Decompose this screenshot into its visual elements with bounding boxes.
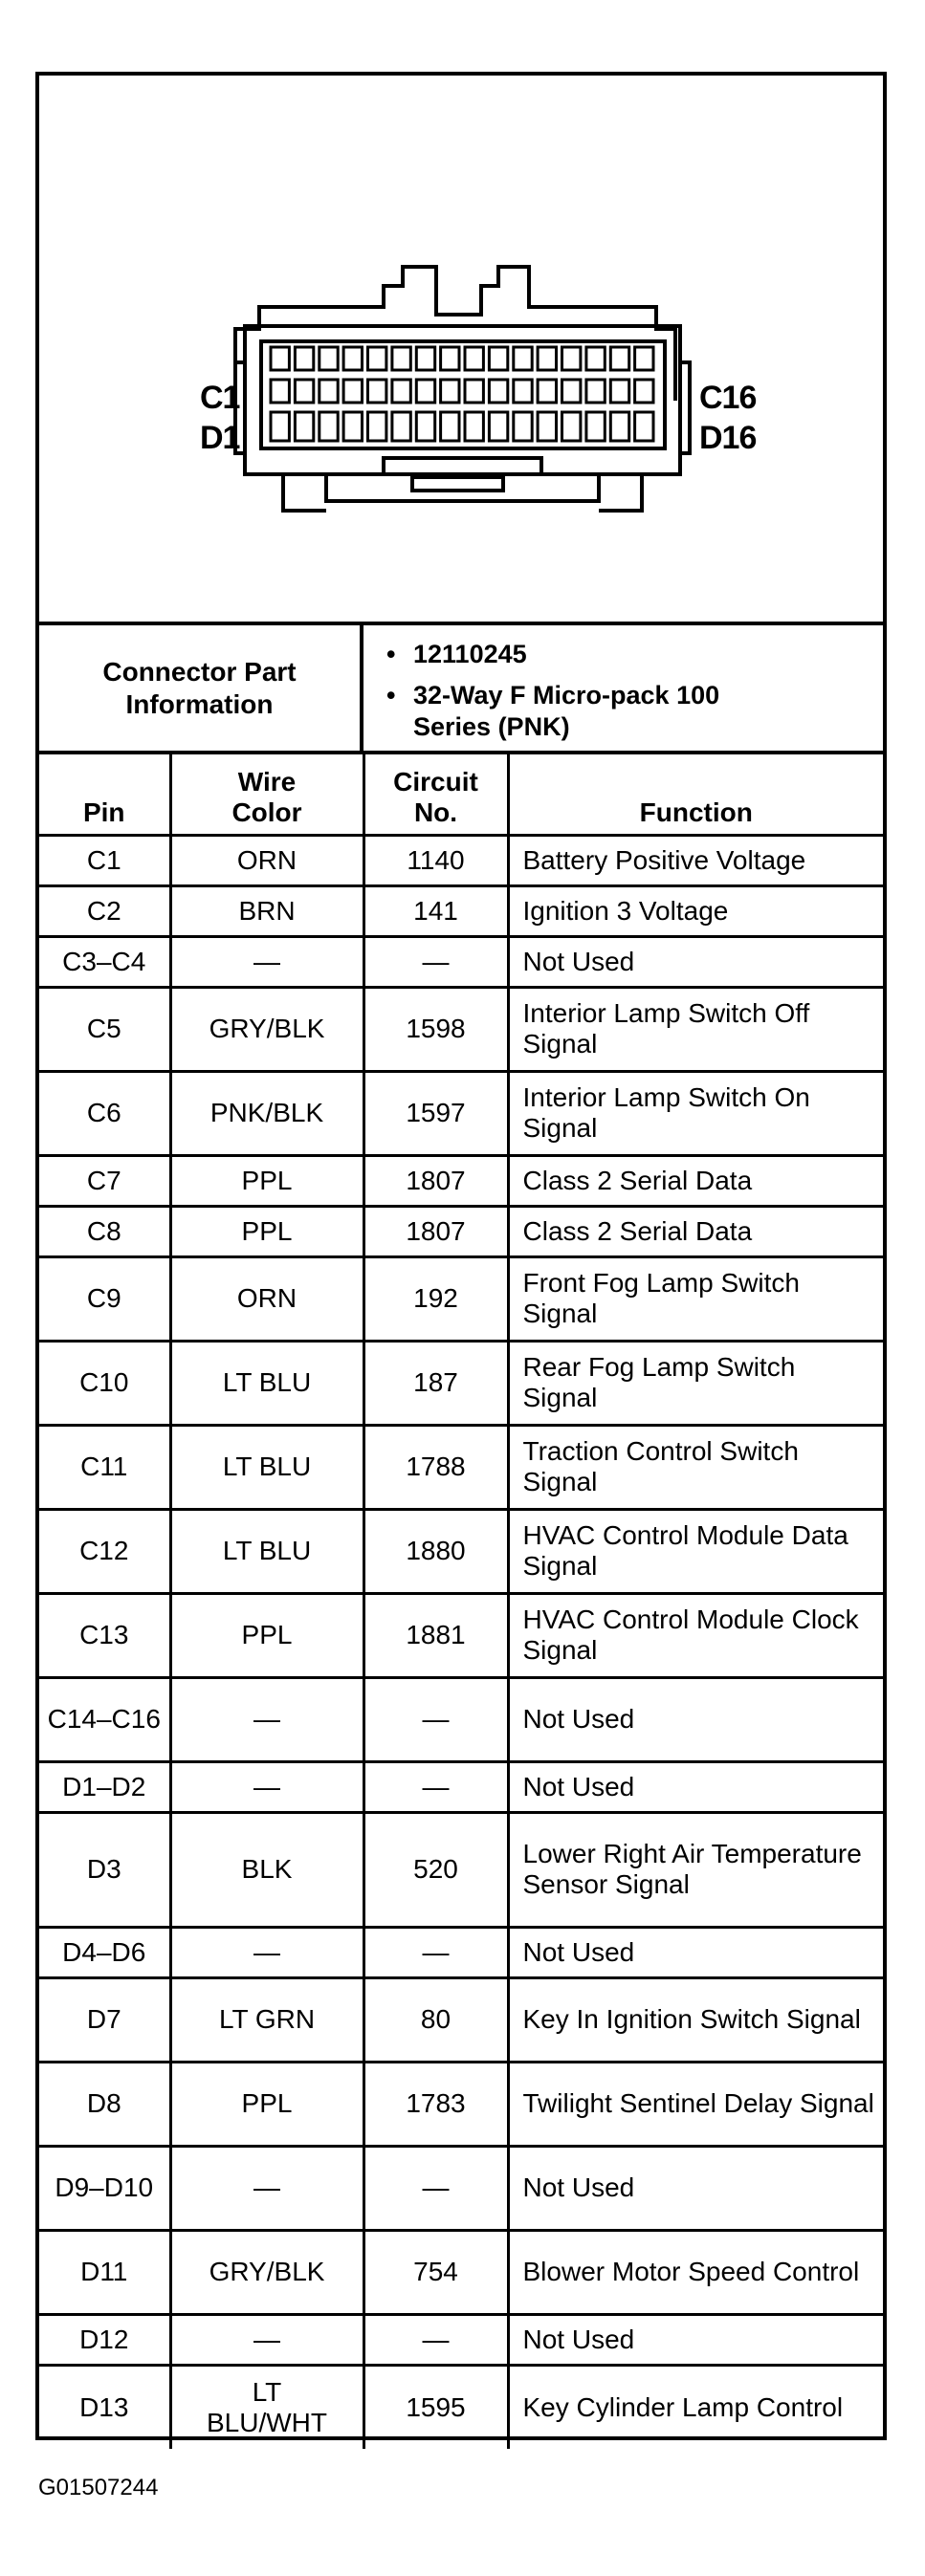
function-cell: Class 2 Serial Data xyxy=(508,1206,883,1256)
pin-cell: C13 xyxy=(39,1593,170,1677)
table-row xyxy=(39,1509,883,1593)
pin-cavity xyxy=(416,347,434,370)
pin-cavity xyxy=(538,412,556,441)
pin-cell: D11 xyxy=(39,2230,170,2314)
connector-description: • 32-Way F Micro-pack 100 Series (PNK) xyxy=(386,680,729,743)
function-cell: Not Used xyxy=(508,2146,883,2230)
table-row xyxy=(39,835,883,885)
pin-cell: C3–C4 xyxy=(39,936,170,987)
pin-cell: C12 xyxy=(39,1509,170,1593)
pin-cavity xyxy=(635,412,653,441)
circuit-no-cell: — xyxy=(363,936,508,987)
pin-cell: D9–D10 xyxy=(39,2146,170,2230)
function-cell: Interior Lamp Switch On Signal xyxy=(508,1071,883,1155)
wire-color-cell: GRY/BLK xyxy=(170,987,363,1071)
pin-cavity xyxy=(635,347,653,370)
pin-cavity xyxy=(538,347,556,370)
circuit-no-cell: — xyxy=(363,1927,508,1977)
table-row xyxy=(39,1977,883,2062)
pin-cell: C2 xyxy=(39,885,170,936)
circuit-no-cell: 1807 xyxy=(363,1155,508,1206)
pin-cavity xyxy=(465,347,483,370)
wire-color-cell: PPL xyxy=(170,2062,363,2146)
pin-cavity xyxy=(295,380,313,403)
pin-cell: D7 xyxy=(39,1977,170,2062)
wire-color-cell: LT BLU xyxy=(170,1341,363,1425)
circuit-no-cell: 192 xyxy=(363,1256,508,1341)
pin-cavity xyxy=(489,412,507,441)
pin-cavity xyxy=(319,380,338,403)
pin-cavity xyxy=(441,347,459,370)
pin-cavity xyxy=(514,412,532,441)
pin-cavity-grid xyxy=(271,347,653,441)
function-cell: Blower Motor Speed Control xyxy=(508,2230,883,2314)
pin-cell: C1 xyxy=(39,835,170,885)
table-row xyxy=(39,1593,883,1677)
wire-color-cell: LT BLU xyxy=(170,1425,363,1509)
table-row xyxy=(39,1206,883,1256)
pin-cavity xyxy=(416,380,434,403)
circuit-no-cell: 1881 xyxy=(363,1593,508,1677)
pin-cavity xyxy=(610,347,628,370)
function-cell: Not Used xyxy=(508,1677,883,1761)
pin-cavity xyxy=(562,380,581,403)
pin-cavity xyxy=(368,347,386,370)
pin-cell: D1–D2 xyxy=(39,1761,170,1812)
function-cell: Lower Right Air Temperature Sensor Signal xyxy=(508,1812,883,1927)
pin-cell: D13 xyxy=(39,2365,170,2449)
pin-cavity xyxy=(319,412,338,441)
pin-cavity xyxy=(319,347,338,370)
circuit-no-cell: 80 xyxy=(363,1977,508,2062)
wire-color-cell: — xyxy=(170,1761,363,1812)
pin-cavity xyxy=(343,380,362,403)
connector-face-drawing xyxy=(39,76,883,622)
wire-color-cell: LT BLU xyxy=(170,1509,363,1593)
table-row xyxy=(39,1677,883,1761)
pin-cavity xyxy=(368,412,386,441)
table-row xyxy=(39,2062,883,2146)
wire-color-cell: BLK xyxy=(170,1812,363,1927)
wire-color-cell: — xyxy=(170,936,363,987)
pin-cavity xyxy=(514,380,532,403)
pin-cavity xyxy=(538,380,556,403)
table-row xyxy=(39,1071,883,1155)
pin-cavity xyxy=(586,412,605,441)
function-cell: Front Fog Lamp Switch Signal xyxy=(508,1256,883,1341)
table-row xyxy=(39,987,883,1071)
wire-color-cell: ORN xyxy=(170,835,363,885)
circuit-no-cell: 1807 xyxy=(363,1206,508,1256)
function-cell: Ignition 3 Voltage xyxy=(508,885,883,936)
connector-part-information-label xyxy=(39,625,363,751)
circuit-no-cell: 520 xyxy=(363,1812,508,1927)
connector-part-information-values xyxy=(363,625,883,751)
table-row xyxy=(39,1761,883,1812)
function-cell: Rear Fog Lamp Switch Signal xyxy=(508,1341,883,1425)
table-row xyxy=(39,1155,883,1206)
pin-cavity xyxy=(586,347,605,370)
wire-color-cell: PPL xyxy=(170,1155,363,1206)
function-cell: HVAC Control Module Data Signal xyxy=(508,1509,883,1593)
circuit-no-cell: 187 xyxy=(363,1341,508,1425)
circuit-no-header-text: Circuit No. xyxy=(393,766,478,827)
pin-cell: C10 xyxy=(39,1341,170,1425)
wire-color-cell: PPL xyxy=(170,1593,363,1677)
figure-id: G01507244 xyxy=(38,2475,159,2500)
wire-color-cell: PPL xyxy=(170,1206,363,1256)
circuit-no-cell: 1598 xyxy=(363,987,508,1071)
connector-part-information xyxy=(39,625,883,754)
pin-cavity xyxy=(392,347,410,370)
pin-cavity xyxy=(392,380,410,403)
function-cell: Twilight Sentinel Delay Signal xyxy=(508,2062,883,2146)
circuit-no-cell: 1595 xyxy=(363,2365,508,2449)
wire-color-cell: GRY/BLK xyxy=(170,2230,363,2314)
function-cell: Key In Ignition Switch Signal xyxy=(508,1977,883,2062)
pin-cell: D3 xyxy=(39,1812,170,1927)
circuit-no-cell: 1597 xyxy=(363,1071,508,1155)
function-cell: Not Used xyxy=(508,1927,883,1977)
pin-cell: C8 xyxy=(39,1206,170,1256)
pin-cavity xyxy=(271,347,289,370)
column-header-wire-color xyxy=(170,754,363,835)
function-cell: Traction Control Switch Signal xyxy=(508,1425,883,1509)
connector-pinout-sheet xyxy=(35,72,887,2440)
wire-color-cell: — xyxy=(170,2146,363,2230)
pin-cavity xyxy=(465,412,483,441)
table-row xyxy=(39,2230,883,2314)
function-cell: Interior Lamp Switch Off Signal xyxy=(508,987,883,1071)
table-row xyxy=(39,1812,883,1927)
label-d1: D1 xyxy=(200,420,240,456)
column-header-function: Function xyxy=(508,754,883,835)
label-c1: C1 xyxy=(200,380,240,416)
pin-cell: C7 xyxy=(39,1155,170,1206)
pin-cell: D8 xyxy=(39,2062,170,2146)
function-cell: Not Used xyxy=(508,1761,883,1812)
pin-cavity xyxy=(368,380,386,403)
table-row xyxy=(39,2146,883,2230)
pin-cavity xyxy=(392,412,410,441)
part-number: • 12110245 xyxy=(386,639,883,670)
circuit-no-cell: 1788 xyxy=(363,1425,508,1509)
function-cell: Not Used xyxy=(508,2314,883,2365)
connector-diagram xyxy=(39,76,883,625)
pin-cavity xyxy=(343,412,362,441)
part-info-label-text: Connector Part Information xyxy=(102,656,297,719)
circuit-no-cell: 754 xyxy=(363,2230,508,2314)
pin-cell: C5 xyxy=(39,987,170,1071)
table-row xyxy=(39,936,883,987)
function-cell: Class 2 Serial Data xyxy=(508,1155,883,1206)
pin-cell: C14–C16 xyxy=(39,1677,170,1761)
pin-cavity xyxy=(441,380,459,403)
circuit-no-cell: — xyxy=(363,2146,508,2230)
function-cell: Key Cylinder Lamp Control xyxy=(508,2365,883,2449)
table-row xyxy=(39,1256,883,1341)
pin-cavity xyxy=(610,412,628,441)
circuit-no-cell: 1140 xyxy=(363,835,508,885)
pin-cell: C11 xyxy=(39,1425,170,1509)
function-cell: Battery Positive Voltage xyxy=(508,835,883,885)
pin-cavity xyxy=(295,412,313,441)
circuit-no-cell: — xyxy=(363,2314,508,2365)
pin-cavity xyxy=(610,380,628,403)
pin-cavity xyxy=(416,412,434,441)
wire-color-cell: PNK/BLK xyxy=(170,1071,363,1155)
wire-color-cell: LT GRN xyxy=(170,1977,363,2062)
table-row xyxy=(39,2365,883,2449)
pin-cavity xyxy=(489,347,507,370)
pin-cell: C9 xyxy=(39,1256,170,1341)
wire-color-cell: LT BLU/WHT xyxy=(170,2365,363,2449)
circuit-no-cell: 1880 xyxy=(363,1509,508,1593)
table-row xyxy=(39,1341,883,1425)
column-header-pin: Pin xyxy=(39,754,170,835)
pin-cavity xyxy=(271,380,289,403)
pin-cavity xyxy=(489,380,507,403)
table-row xyxy=(39,885,883,936)
circuit-no-cell: — xyxy=(363,1677,508,1761)
pin-cavity xyxy=(465,380,483,403)
wire-color-cell: — xyxy=(170,1927,363,1977)
pin-cavity xyxy=(295,347,313,370)
pin-cavity xyxy=(635,380,653,403)
pin-cell: D4–D6 xyxy=(39,1927,170,1977)
column-header-circuit-no xyxy=(363,754,508,835)
pin-cavity xyxy=(562,412,581,441)
circuit-no-cell: 141 xyxy=(363,885,508,936)
pin-cavity xyxy=(271,412,289,441)
pinout-table xyxy=(39,754,883,2449)
wire-color-cell: BRN xyxy=(170,885,363,936)
table-row xyxy=(39,1927,883,1977)
circuit-no-cell: 1783 xyxy=(363,2062,508,2146)
function-cell: Not Used xyxy=(508,936,883,987)
label-d16: D16 xyxy=(699,420,757,456)
pin-cavity xyxy=(586,380,605,403)
wire-color-header-text: Wire Color xyxy=(231,766,302,827)
pin-cell: D12 xyxy=(39,2314,170,2365)
table-row xyxy=(39,1425,883,1509)
pin-cavity xyxy=(562,347,581,370)
circuit-no-cell: — xyxy=(363,1761,508,1812)
label-c16: C16 xyxy=(699,380,757,416)
pin-cavity xyxy=(441,412,459,441)
wire-color-cell: ORN xyxy=(170,1256,363,1341)
pin-cavity xyxy=(514,347,532,370)
pin-cavity xyxy=(343,347,362,370)
table-row xyxy=(39,2314,883,2365)
function-cell: HVAC Control Module Clock Signal xyxy=(508,1593,883,1677)
wire-color-cell: — xyxy=(170,1677,363,1761)
pin-cell: C6 xyxy=(39,1071,170,1155)
wire-color-cell: — xyxy=(170,2314,363,2365)
